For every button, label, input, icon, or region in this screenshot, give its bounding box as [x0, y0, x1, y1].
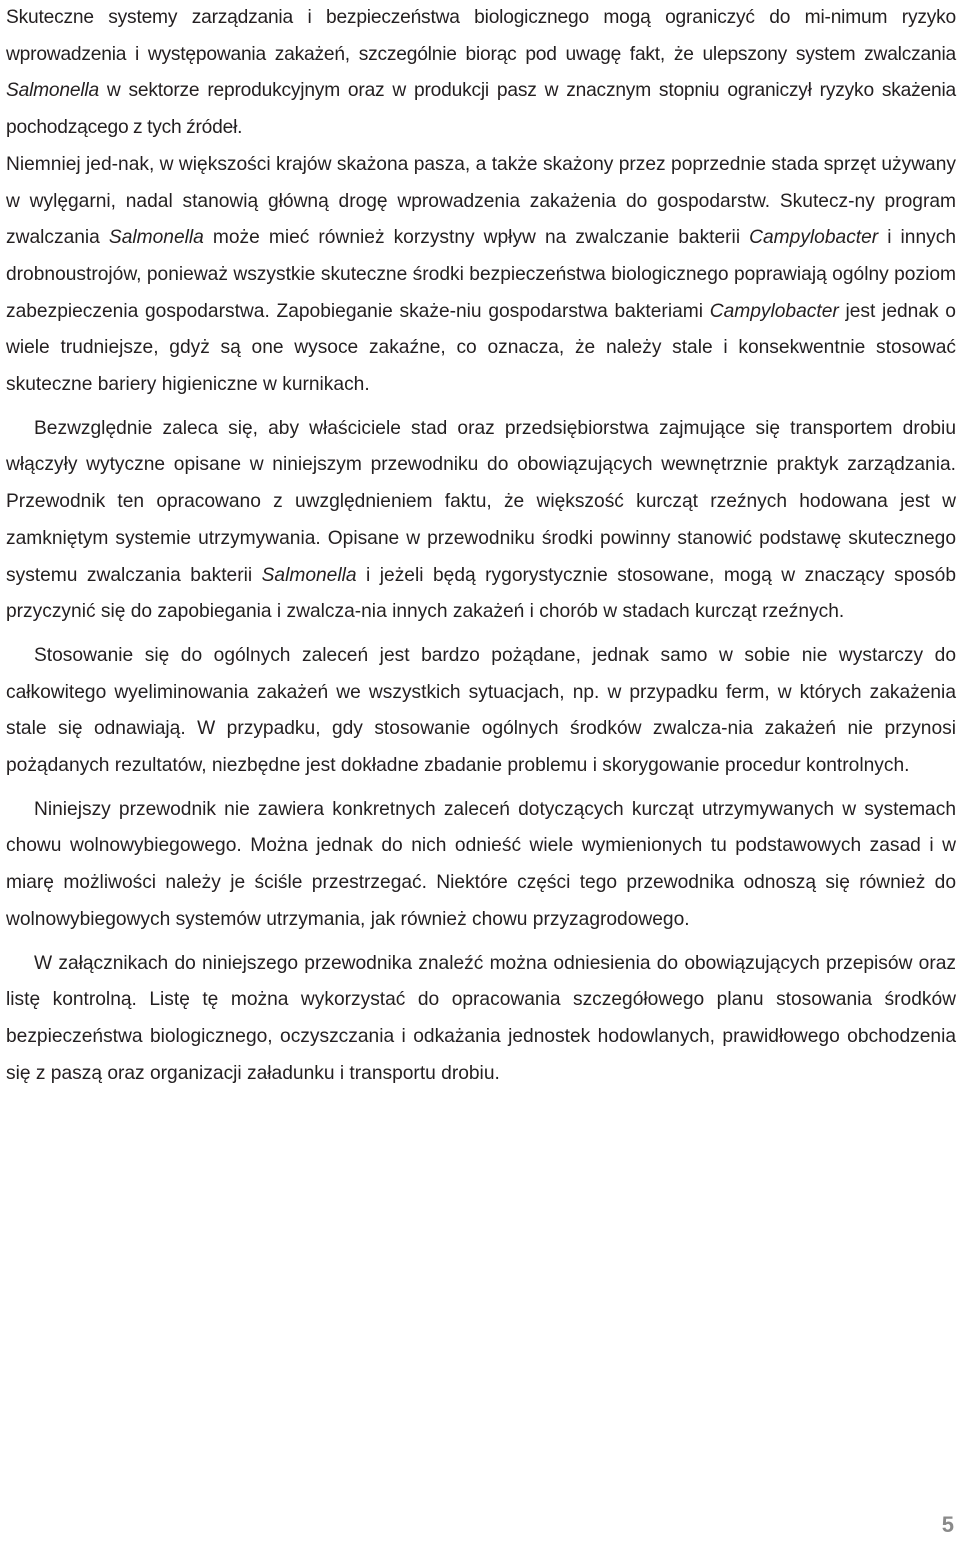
italic-term: Salmonella: [108, 227, 204, 249]
text-segment: jest jednak o wiele trudniejsze, gdyż są one wysoce zakaźne, co oznacza, że należy stale i konsekwentnie stosować skuteczne bariery higieniczne w kurnikach.: [6, 300, 956, 396]
italic-term: Campylobacter: [749, 227, 879, 249]
paragraph-general-measures: [6, 638, 956, 785]
document-page: [6, 0, 956, 1099]
paragraph-salmonella-campylobacter: [6, 147, 956, 404]
text-segment: Skuteczne systemy zarządzania i bezpieczeństwa biologicznego mogą ograniczyć do mi-nimum ryzyko wprowadzenia i występowania zakażeń, szczególnie biorąc pod uwagę fakt, że ulepszony system zwalczania: [6, 7, 956, 65]
italic-term: Salmonella: [6, 80, 99, 102]
text-segment: Niniejszy przewodnik nie zawiera konkretnych zaleceń dotyczących kurcząt utrzymywanych w systemach chowu wolnowybiegowego. Można jednak do nich odnieść wiele wymienionych tu podstawowych zasad i w miarę możliwości należy je ściśle przestrzegać. Niektóre części tego przewodnika odnoszą się również do wolnowybiegowych systemów utrzymania, jak również chowu przyzagrodowego.: [6, 798, 956, 930]
italic-term: Campylobacter: [709, 300, 839, 322]
text-segment: Niemniej jed-nak, w większości krajów skażona pasza, a także skażony przez poprzednie stada sprzęt używany w wylęgarni, nadal stanowią główną drogę wprowadzenia zakażenia do gospodarstw. Skutecz-ny program zwalczania: [6, 153, 956, 249]
text-segment: Bezwzględnie zaleca się, aby właściciele stad oraz przedsiębiorstwa zajmujące się transportem drobiu włączyły wytyczne opisane w niniejszym przewodniku do obowiązujących wewnętrznie praktyk zarządzania. Przewodnik ten opracowano z uwzględnieniem faktu, że większość kurcząt rzeźnych hodowana jest w zamkniętym systemie utrzymywania. Opisane w przewodniku środki powinny stanowić podstawę skutecznego systemu zwalczania bakterii: [6, 417, 956, 586]
text-segment: Stosowanie się do ogólnych zaleceń jest bardzo pożądane, jednak samo w sobie nie wystarczy do całkowitego wyeliminowania zakażeń we wszystkich sytuacjach, np. w przypadku ferm, w których zakażenia stale się odnawiają. W przypadku, gdy stosowanie ogólnych środków zwalcza-nia zakażeń nie przynosi pożądanych rezultatów, niezbędne jest dokładne zbadanie problemu i skorygowanie procedur kontrolnych.: [6, 644, 956, 777]
text-segment: może mieć również korzystny wpływ na zwalczanie bakterii: [203, 227, 750, 249]
text-segment: w sektorze reprodukcyjnym oraz w produkcji pasz w znacznym stopniu ograniczył ryzyko skażenia pochodzącego z tych źródeł.: [6, 80, 956, 139]
text-segment: i jeżeli będą rygorystycznie stosowane, mogą w znaczący sposób przyczynić się do zapobiegania i zwalcza-nia innych zakażeń i chorób w stadach kurcząt rzeźnych.: [6, 564, 956, 623]
text-segment: i innych drobnoustrojów, ponieważ wszystkie skuteczne środki bezpieczeństwa biologicznego poprawiają ogólny poziom zabezpieczenia gospodarstwa. Zapobieganie skaże-niu gospodarstwa bakteriami: [6, 227, 957, 322]
paragraph-intro: [6, 0, 956, 147]
page-number: 5: [941, 1512, 954, 1537]
body-text: [6, 0, 956, 1092]
paragraph-annexes: [6, 946, 956, 1093]
paragraph-free-range: [6, 792, 956, 939]
text-segment: W załącznikach do niniejszego przewodnika znaleźć można odniesienia do obowiązujących przepisów oraz listę kontrolną. Listę tę można wykorzystać do opracowania szczegółowego planu stosowania środków bezpieczeństwa biologicznego, oczyszczania i odkażania jednostek hodowlanych, prawidłowego obchodzenia się z paszą oraz organizacji załadunku i transportu drobiu.: [6, 952, 956, 1084]
paragraph-recommendations: [6, 411, 956, 631]
italic-term: Salmonella: [261, 564, 357, 586]
